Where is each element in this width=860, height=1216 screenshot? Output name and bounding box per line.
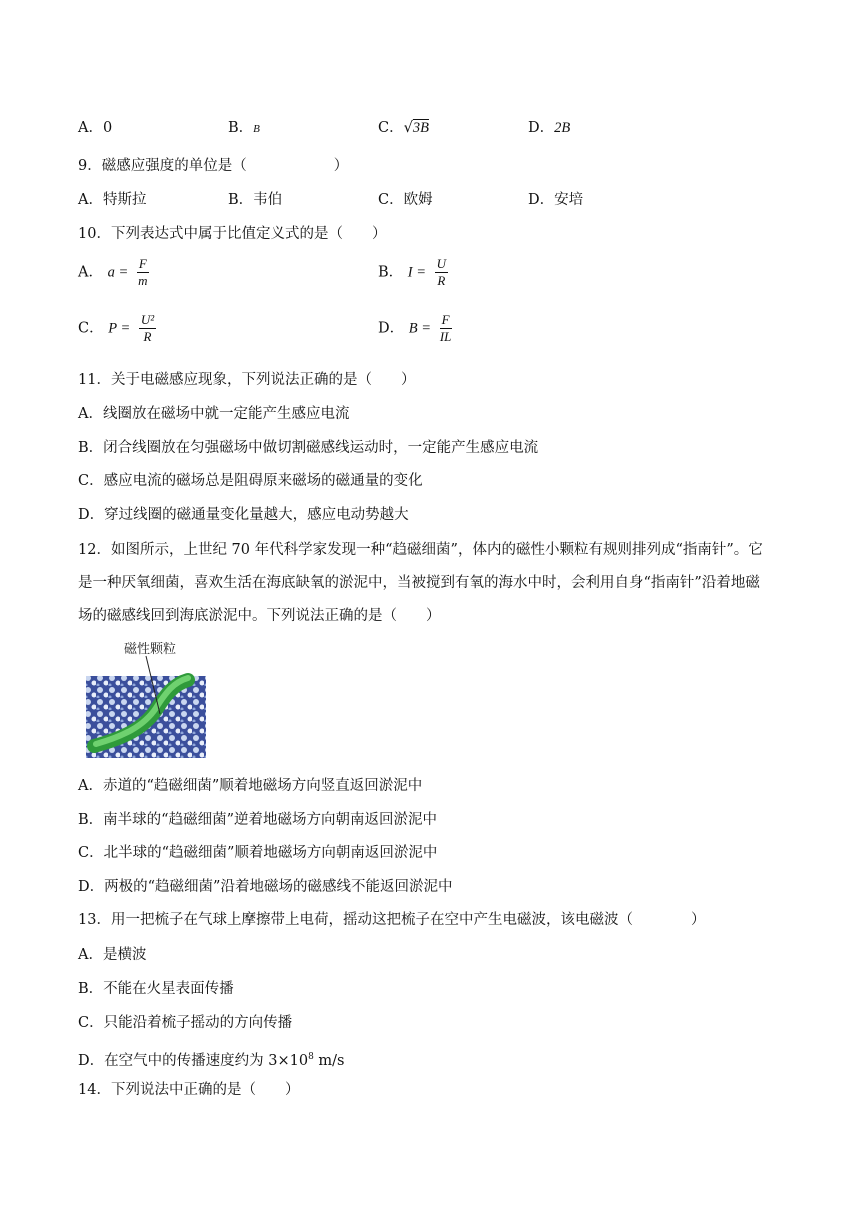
formula-lhs: P = [108,320,131,337]
q12-stem-line-3: 场的磁感线回到海底淤泥中。下列说法正确的是（ ） [78,608,441,624]
option-letter: B． [378,264,404,281]
q12-stem-line-1: 12．如图所示，上世纪 70 年代科学家发现一种“趋磁细菌”，体内的磁性小颗粒有规则排列成“指南针”。它 [78,542,763,558]
q11-option-c: C．感应电流的磁场总是阻碍原来磁场的磁通量的变化 [78,473,423,489]
q8-option-a [78,118,112,138]
q11-stem: 11．关于电磁感应现象，下列说法正确的是（ ） [78,372,416,388]
sqrt-symbol: √ [403,120,413,136]
option-text: D．在空气中的传播速度约为 3×10 [78,1052,309,1069]
q9-option-a: A．特斯拉 [78,192,147,208]
option-letter: D． [528,120,555,136]
q11-option-a: A．线圈放在磁场中就一定能产生感应电流 [78,406,350,422]
q9-option-d: D．安培 [528,192,584,208]
option-letter: C． [78,320,104,337]
bacteria-figure [84,638,208,762]
formula-lhs: I = [407,264,427,281]
formula-lhs: B = [408,320,432,337]
q13-stem: 13．用一把梳子在气球上摩擦带上电荷，摇动这把梳子在空中产生电磁波，该电磁波（ ） [78,912,706,928]
q13-option-a: A．是横波 [78,947,147,963]
exponent: 8 [308,1052,314,1062]
q13-option-d [78,1047,344,1071]
q10-option-d [378,312,452,345]
numerator: F [138,256,147,271]
fraction [440,312,452,345]
q9-option-b: B．韦伯 [228,192,283,208]
option-text: 2B [554,120,571,136]
formula-lhs: a = [107,264,129,281]
option-text: 0 [102,120,113,136]
q12-option-b: B．南半球的“趋磁细菌”逆着地磁场方向朝南返回淤泥中 [78,812,437,828]
bacteria-image [84,638,208,762]
q11-option-b: B．闭合线圈放在匀强磁场中做切割磁感线运动时，一定能产生感应电流 [78,440,539,456]
q8-option-b [228,118,260,139]
q12-option-d: D．两极的“趋磁细菌”沿着地磁场的磁感线不能返回淤泥中 [78,879,453,895]
q8-option-c [378,118,429,138]
q13-option-b: B．不能在火星表面传播 [78,981,234,997]
option-text: B [253,123,260,135]
q12-option-c: C．北半球的“趋磁细菌”顺着地磁场方向朝南返回淤泥中 [78,845,438,861]
option-letter: A． [78,120,103,136]
denominator: m [138,273,148,288]
figure-label: 磁性颗粒 [124,642,177,657]
q13-option-c: C．只能沿着梳子摇动的方向传播 [78,1015,293,1031]
q10-option-b [378,256,448,289]
q11-option-d: D．穿过线圈的磁通量变化量越大，感应电动势越大 [78,507,409,523]
denominator: IL [439,329,452,344]
option-letter: C． [378,120,404,136]
unit: m/s [313,1052,345,1069]
q10-stem: 10．下列表达式中属于比值定义式的是（ ） [78,226,387,242]
q9-stem: 9．磁感应强度的单位是（ ） [78,158,349,174]
fraction [137,256,149,289]
numerator: F [441,312,450,327]
numerator: U² [140,312,155,327]
q10-option-c [78,312,156,345]
q14-stem: 14．下列说法中正确的是（ ） [78,1082,300,1098]
denominator: R [437,273,446,288]
q9-option-c: C．欧姆 [378,192,433,208]
fraction [139,312,156,345]
q10-option-a [78,256,149,289]
q8-option-d [528,118,570,138]
option-letter: D． [378,320,405,337]
q12-stem-line-2: 是一种厌氧细菌，喜欢生活在海底缺氧的淤泥中，当被搅到有氧的海水中时，会利用自身“指南针”沿着地磁 [78,575,760,591]
fraction [435,256,448,289]
option-text: 3B [412,120,429,136]
q12-option-a: A．赤道的“趋磁细菌”顺着地磁场方向竖直返回淤泥中 [78,778,423,794]
option-letter: B． [228,120,254,136]
numerator: U [436,256,447,271]
denominator: R [143,329,152,344]
option-letter: A． [78,264,103,281]
